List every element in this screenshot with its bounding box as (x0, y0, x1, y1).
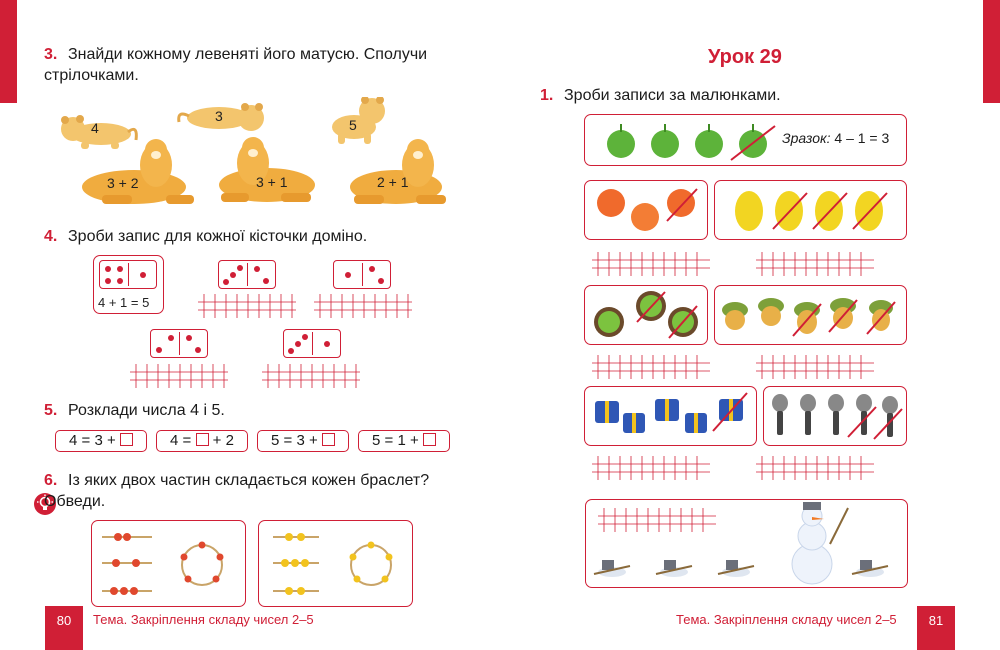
task-4 (44, 226, 464, 247)
lioness-3-illustration (346, 137, 452, 209)
microphones-box (763, 386, 907, 446)
peaches-box (584, 180, 708, 240)
decomposition-1: 4 = 3 + (55, 430, 147, 452)
lioness-2-illustration (215, 135, 323, 207)
lioness-1-expression: 3 + 2 (107, 175, 139, 191)
answer-box-4[interactable] (423, 433, 436, 446)
task-3 (44, 44, 462, 86)
lemons-illustration (715, 181, 905, 237)
task-1-number: 1. (540, 87, 554, 104)
yellow-bracelet-illustration (259, 521, 411, 605)
answer-grid-row2-right[interactable] (756, 355, 874, 379)
microphones-illustration (764, 387, 904, 443)
task-3-number: 3. (44, 46, 58, 63)
page-number-right: 81 (917, 606, 955, 650)
bracelet-box-2 (258, 520, 413, 607)
domino-example-record: 4 + 1 = 5 (98, 295, 150, 310)
sample-label: Зразок: (782, 130, 831, 146)
kiwi-box (584, 285, 708, 345)
bracelet-box-1 (91, 520, 246, 607)
lioness-3-expression: 2 + 1 (377, 174, 409, 190)
domino-4 (150, 329, 208, 358)
acorns-illustration (715, 286, 905, 342)
cub-1-number: 4 (91, 120, 99, 136)
answer-grid-domino-2[interactable] (198, 294, 296, 318)
gifts-box (584, 386, 757, 446)
decomposition-4: 5 = 1 + (358, 430, 450, 452)
cub-3-number: 5 (349, 117, 357, 133)
task-5-text: Розклади числа 4 і 5. (68, 402, 225, 419)
footer-right: Тема. Закріплення складу чисел 2–5 (676, 612, 897, 627)
lemons-box (714, 180, 907, 240)
kiwi-illustration (585, 286, 705, 342)
answer-grid-domino-4[interactable] (130, 364, 228, 388)
page-number-left: 80 (45, 606, 83, 650)
sample-expression: 4 – 1 = 3 (834, 130, 890, 146)
task-6-number: 6. (44, 472, 58, 489)
task-1 (540, 85, 940, 106)
answer-box-1[interactable] (120, 433, 133, 446)
right-edge-tab (983, 0, 1000, 103)
answer-grid-row3-right[interactable] (756, 456, 874, 480)
sample-box (584, 114, 907, 166)
gifts-illustration (585, 387, 755, 443)
snowman-illustration (586, 500, 906, 586)
domino-2 (218, 260, 276, 289)
lioness-2-expression: 3 + 1 (256, 174, 288, 190)
answer-box-2[interactable] (196, 433, 209, 446)
lesson-title: Урок 29 (708, 46, 782, 68)
domino-3 (333, 260, 391, 289)
domino-5 (283, 329, 341, 358)
peaches-illustration (585, 181, 705, 237)
answer-grid-domino-3[interactable] (314, 294, 412, 318)
answer-grid-domino-5[interactable] (262, 364, 360, 388)
footer-left: Тема. Закріплення складу чисел 2–5 (93, 612, 314, 627)
task-6 (44, 470, 464, 512)
task-5 (44, 400, 464, 421)
answer-grid-row3-left[interactable] (592, 456, 710, 480)
decomposition-3: 5 = 3 + (257, 430, 349, 452)
answer-grid-row1-left[interactable] (592, 252, 710, 276)
lioness-1-illustration (76, 137, 198, 209)
task-4-text: Зроби запис для кожної кісточки доміно. (68, 228, 368, 245)
decomposition-2: 4 = + 2 (156, 430, 248, 452)
task-5-number: 5. (44, 402, 58, 419)
cub-2-number: 3 (215, 108, 223, 124)
lion-cub-2-illustration (177, 100, 269, 136)
snowman-box (585, 499, 908, 588)
red-bracelet-illustration (92, 521, 244, 605)
answer-grid-row1-right[interactable] (756, 252, 874, 276)
task-4-number: 4. (44, 228, 58, 245)
left-edge-tab (0, 0, 17, 103)
task-1-text: Зроби записи за малюнками. (564, 87, 781, 104)
apples-illustration (599, 116, 799, 166)
answer-grid-row2-left[interactable] (592, 355, 710, 379)
acorns-box (714, 285, 907, 345)
task-3-text: Знайди кожному левеняті його матусю. Сполучи стрілочками. (44, 46, 428, 84)
answer-box-3[interactable] (322, 433, 335, 446)
domino-example (99, 260, 157, 289)
task-6-text: Із яких двох частин складається кожен браслет? Обведи. (44, 472, 430, 510)
